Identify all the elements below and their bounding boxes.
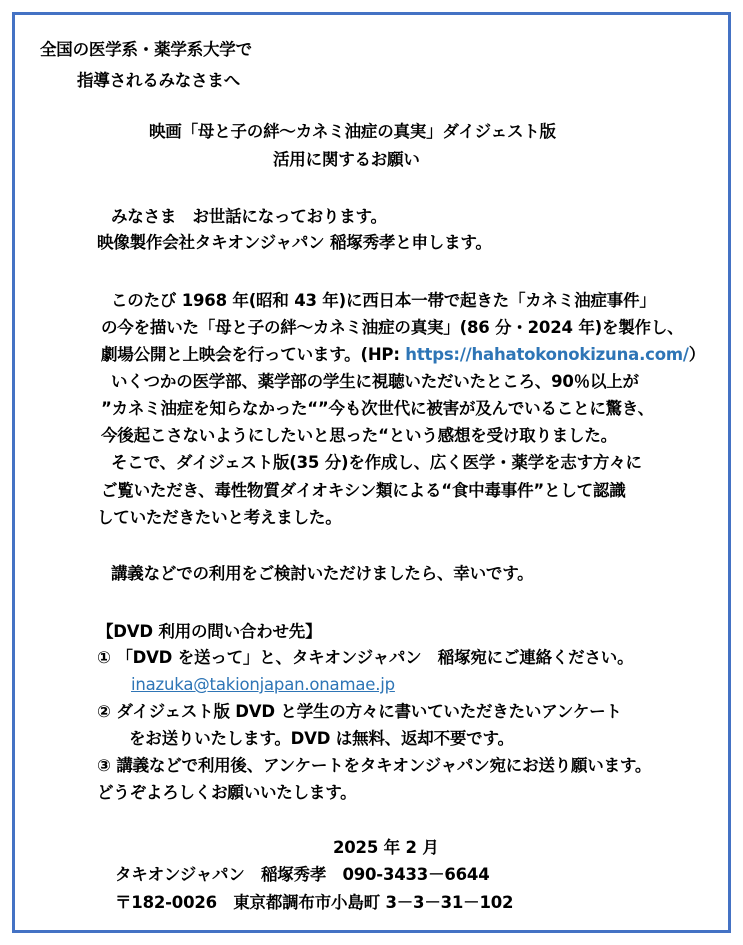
body-line-6: 今後起こさないようにしたいと思った“という感想を受け取りました。 — [101, 426, 617, 445]
contact-heading: 【DVD 利用の問い合わせ先】 — [97, 622, 322, 641]
contact-item-2-line-1: ② ダイジェスト版 DVD と学生の方々に書いていただきたいアンケート — [97, 702, 622, 721]
body-line-1: このたび 1968 年(昭和 43 年)に西日本一帯で起きた「カネミ油症事件」 — [111, 291, 656, 310]
recipient-line-2: 指導されるみなさまへ — [77, 71, 241, 90]
greeting-line-1: みなさま お世話になっております。 — [111, 207, 387, 226]
contact-item-1: ① 「DVD を送って」と、タキオンジャパン 稲塚宛にご連絡ください。 — [97, 648, 634, 667]
contact-email-link[interactable]: inazuka@takionjapan.onamae.jp — [131, 675, 395, 694]
body-line-3 — [101, 344, 705, 366]
document-title-line-2: 活用に関するお願い — [273, 150, 420, 169]
body-line-3-text: 劇場公開と上映会を行っています。(HP: — [101, 345, 406, 364]
greeting-line-2: 映像製作会社タキオンジャパン 稲塚秀孝と申します。 — [97, 233, 492, 252]
signature-address: 〒182-0026 東京都調布市小島町 3－3－31－102 — [115, 893, 514, 912]
contact-item-3: ③ 講義などで利用後、アンケートをタキオンジャパン宛にお送り願います。 — [97, 756, 652, 775]
request-line: 講義などでの利用をご検討いただけましたら、幸いです。 — [111, 564, 534, 583]
body-line-4: いくつかの医学部、薬学部の学生に視聴いただいたところ、90％以上が — [111, 372, 639, 391]
body-line-9: していただきたいと考えました。 — [97, 508, 342, 527]
body-line-3-close: ） — [688, 345, 705, 364]
document-title-line-1: 映画「母と子の絆～カネミ油症の真実」ダイジェスト版 — [149, 122, 556, 141]
signature-date: 2025 年 2 月 — [333, 838, 439, 857]
document-frame — [12, 12, 731, 933]
body-line-7: そこで、ダイジェスト版(35 分)を作成し、広く医学・薬学を志す方々に — [111, 453, 642, 472]
body-line-5: ”カネミ油症を知らなかった“”今も次世代に被害が及んでいることに驚き、 — [101, 399, 654, 418]
contact-item-2-line-2: をお送りいたします。DVD は無料、返却不要です。 — [129, 729, 514, 748]
recipient-line-1: 全国の医学系・薬学系大学で — [40, 40, 252, 59]
body-line-8: ご覧いただき、毒性物質ダイオキシン類による“食中毒事件”として認識 — [101, 481, 626, 500]
closing-line: どうぞよろしくお願いいたします。 — [97, 783, 357, 802]
body-line-2: の今を描いた「母と子の絆～カネミ油症の真実」(86 分・2024 年)を製作し、 — [101, 318, 684, 337]
signature-name-phone: タキオンジャパン 稲塚秀孝 090-3433－6644 — [115, 865, 490, 884]
website-link[interactable]: https://hahatokonokizuna.com/ — [405, 345, 689, 364]
